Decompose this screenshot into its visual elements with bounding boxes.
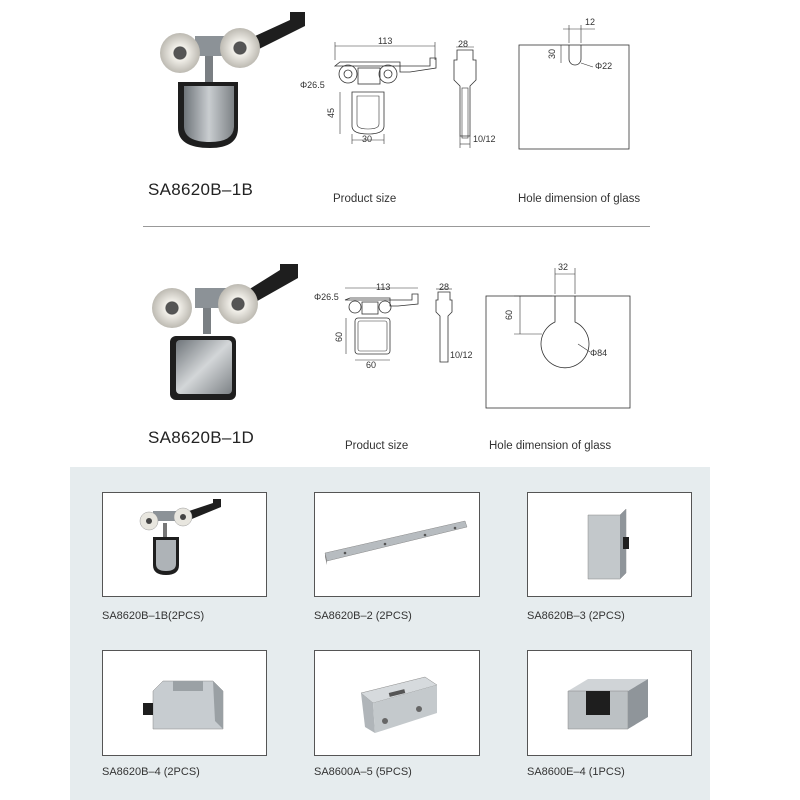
dim-wheel-1d: Φ26.5	[314, 292, 339, 302]
part-label-3: SA8620B–3 (2PCS)	[527, 610, 625, 622]
dim-glass-1d: 10/12	[450, 350, 473, 360]
dim-glass-1b: 10/12	[473, 134, 496, 144]
part-image-angle-bracket	[315, 651, 479, 755]
product-photo-1d	[140, 260, 310, 410]
part-box-4	[102, 650, 267, 756]
part-label-1: SA8620B–1B(2PCS)	[102, 610, 205, 622]
product-size-drawing-1d	[300, 280, 500, 380]
hole-caption-1d: Hole dimension of glass	[489, 440, 612, 452]
part-label-6: SA8600E–4 (1PCS)	[527, 766, 625, 778]
dim-wheel-1b: Φ26.5	[300, 80, 325, 90]
dim-clamp-1d: 60	[366, 360, 377, 370]
part-image-rail	[315, 493, 479, 596]
hole-d-1d: Φ84	[590, 348, 608, 358]
product-size-caption-1d: Product size	[345, 440, 409, 452]
dim-clamp-1b: 30	[362, 134, 373, 144]
dim-depth-1b: 28	[458, 39, 469, 49]
dim-height-1d: 60	[334, 331, 345, 343]
product-size-caption-1b: Product size	[333, 193, 397, 205]
hole-drawing-1b	[515, 15, 635, 155]
hole-caption-1b: Hole dimension of glass	[518, 193, 641, 205]
product-size-drawing-1b	[290, 30, 520, 155]
part-box-1	[102, 492, 267, 597]
part-image-guide-block	[103, 651, 266, 755]
part-label-2: SA8620B–2 (2PCS)	[314, 610, 412, 622]
hole-w-1d: 32	[558, 262, 569, 272]
hole-d-1b: Φ22	[595, 61, 613, 71]
part-box-6	[527, 650, 692, 756]
dim-width-1b: 113	[378, 36, 393, 46]
part-label-5: SA8600A–5 (5PCS)	[314, 766, 412, 778]
part-image-end-cap	[528, 493, 691, 596]
part-image-floor-guide	[528, 651, 691, 755]
model-title-1b: SA8620B–1B	[148, 180, 254, 199]
part-image-roller-hanger	[103, 493, 266, 596]
hole-w-1b: 12	[585, 17, 596, 27]
section-divider	[143, 226, 650, 227]
model-title-1d: SA8620B–1D	[148, 428, 255, 447]
dim-depth-1d: 28	[439, 282, 450, 292]
part-label-4: SA8620B–4 (2PCS)	[102, 766, 200, 778]
dim-width-1d: 113	[376, 282, 391, 292]
part-box-5	[314, 650, 480, 756]
dim-height-1b: 45	[326, 107, 337, 119]
part-box-3	[527, 492, 692, 597]
hole-drawing-1d	[480, 260, 635, 412]
product-photo-1b	[140, 8, 310, 158]
part-box-2	[314, 492, 480, 597]
hole-h-1b: 30	[547, 48, 558, 60]
hole-h-1d: 60	[504, 309, 515, 321]
